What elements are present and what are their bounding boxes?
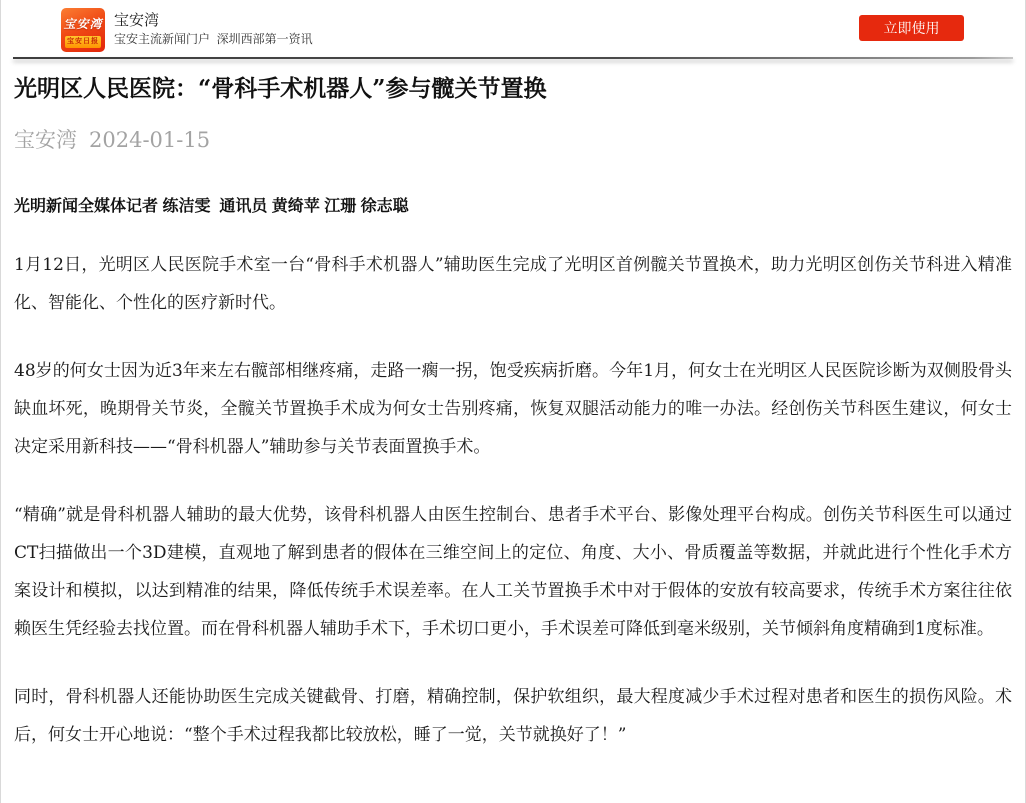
header-divider	[13, 57, 1013, 59]
article-byline: 光明新闻全媒体记者 练洁雯 通讯员 黄绮苹 江珊 徐志聪	[14, 198, 409, 215]
article-date: 2024-01-15	[89, 128, 211, 152]
site-logo[interactable]	[61, 8, 105, 52]
article-paragraph: 同时，骨科机器人还能协助医生完成关键截骨、打磨，精确控制，保护软组织，最大程度减少手术过程对患者和医生的损伤风险。术后，何女士开心地说：“整个手术过程我都比较放松，睡了一觉，关节就换好了！”	[14, 687, 1012, 745]
use-now-button[interactable]: 立即使用	[859, 15, 964, 41]
logo-wordmark: 宝安湾	[63, 16, 103, 31]
logo-subbrand: 宝安日报	[65, 36, 101, 48]
article-title: 光明区人民医院：“骨科手术机器人”参与髋关节置换	[14, 75, 547, 102]
article-paragraph: 1月12日，光明区人民医院手术室一台“骨科手术机器人”辅助医生完成了光明区首例髋关节置换术，助力光明区创伤关节科进入精准化、智能化、个性化的医疗新时代。	[14, 255, 1012, 313]
article-meta	[14, 127, 1012, 153]
article-source: 宝安湾	[14, 128, 77, 152]
article	[1, 73, 1025, 754]
article-paragraph: “精确”就是骨科机器人辅助的最大优势，该骨科机器人由医生控制台、患者手术平台、影像处理平台构成。创伤关节科医生可以通过CT扫描做出一个3D建模，直观地了解到患者的假体在三维空间上的定位、角度、大小、骨质覆盖等数据，并就此进行个性化手术方案设计和模拟，以达到精准的结果，降低传统手术误差率。在人工关节置换手术中对于假体的安放有较高要求，传统手术方案往往依赖医生凭经验去找位置。而在骨科机器人辅助手术下，手术切口更小，手术误差可降低到毫米级别，关节倾斜角度精确到1度标准。	[14, 505, 1012, 639]
article-paragraph: 48岁的何女士因为近3年来左右髋部相继疼痛，走路一瘸一拐，饱受疾病折磨。今年1月，何女士在光明区人民医院诊断为双侧股骨头缺血坏死，晚期骨关节炎，全髋关节置换手术成为何女士告别疼痛，恢复双腿活动能力的唯一办法。经创伤关节科医生建议，何女士决定采用新科技——“骨科机器人”辅助参与关节表面置换手术。	[14, 361, 1012, 457]
site-title: 宝安湾	[114, 11, 160, 29]
site-identity	[114, 11, 313, 47]
site-subtitle: 宝安主流新闻门户 深圳西部第一资讯	[114, 31, 313, 46]
site-header	[1, 0, 1025, 57]
